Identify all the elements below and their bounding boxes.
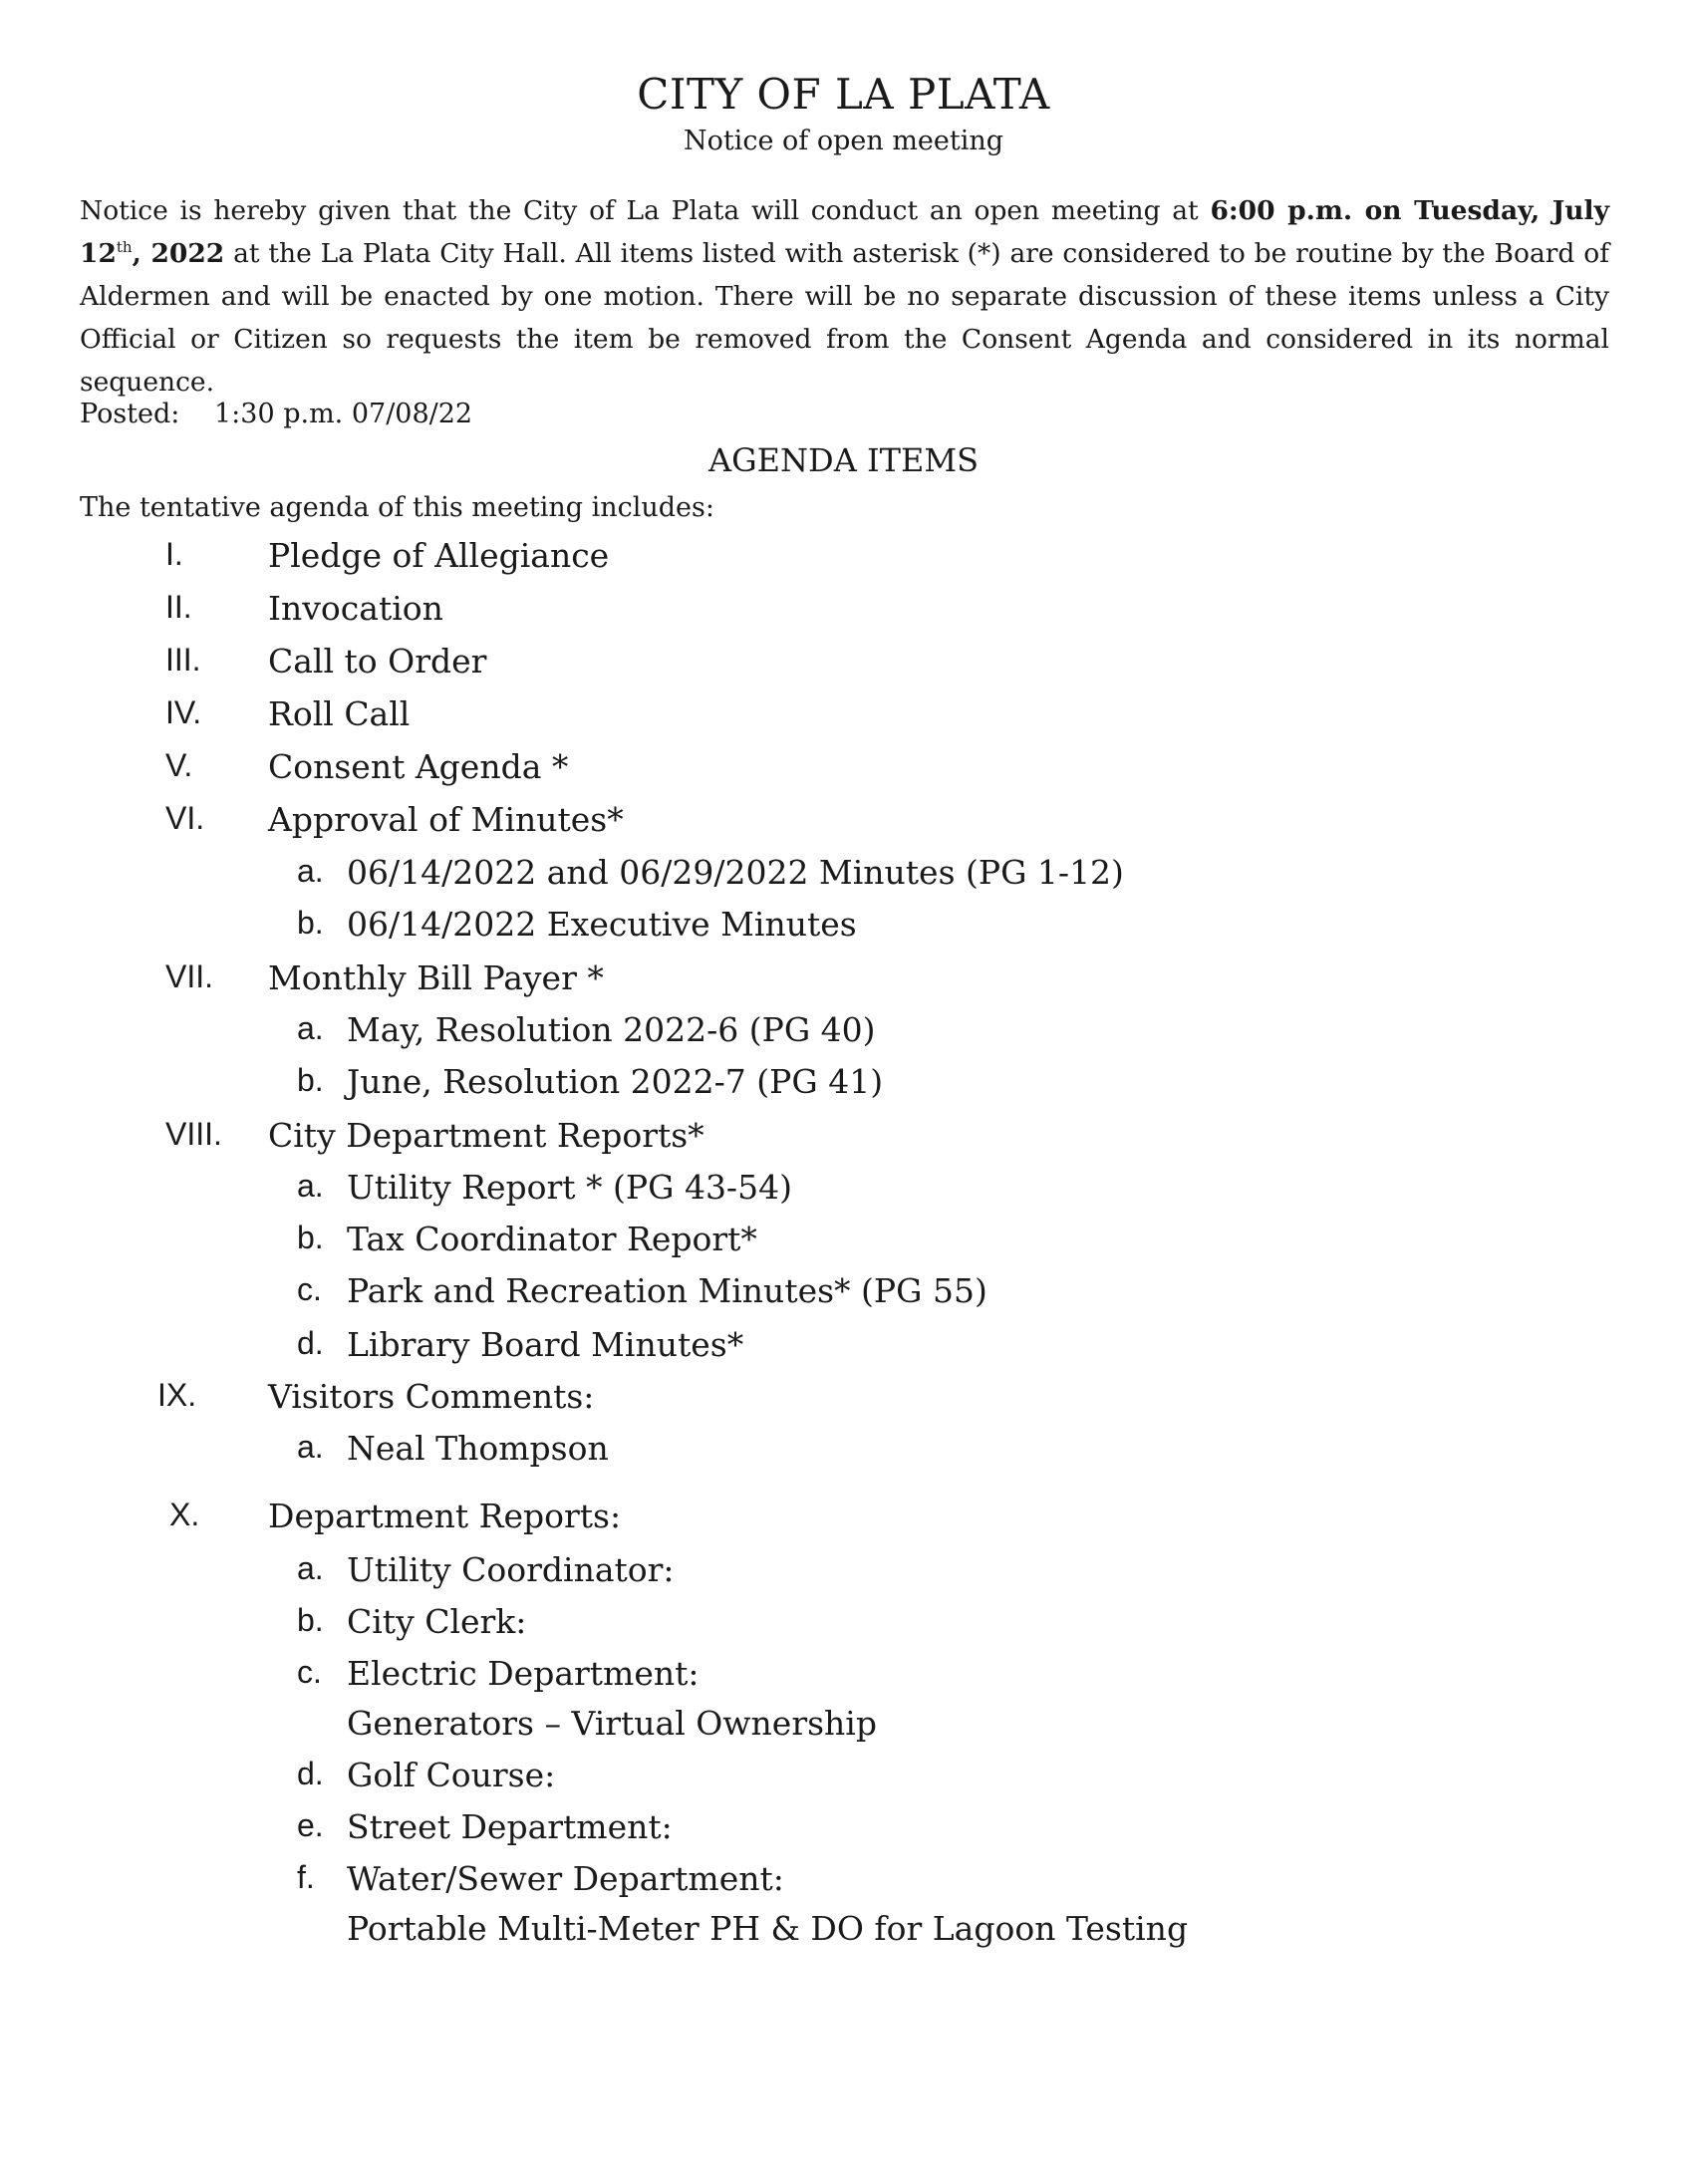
item-letter: a. bbox=[297, 1429, 324, 1465]
item-letter: a. bbox=[297, 1010, 324, 1046]
item-letter: a. bbox=[297, 853, 324, 889]
item-text: Park and Recreation Minutes* (PG 55) bbox=[347, 1271, 987, 1310]
item-text: Generators – Virtual Ownership bbox=[347, 1704, 877, 1743]
notice-text-start: Notice is hereby given that the City of La Plata will conduct an open meeting at bbox=[80, 195, 1211, 226]
item-numeral: VIII. bbox=[165, 1116, 222, 1152]
item-letter: a. bbox=[297, 1550, 324, 1586]
item-text: Roll Call bbox=[268, 694, 411, 733]
item-numeral: III. bbox=[165, 642, 201, 678]
item-letter: b. bbox=[297, 1602, 324, 1638]
document-subtitle: Notice of open meeting bbox=[683, 126, 1004, 156]
item-letter: b. bbox=[297, 1062, 324, 1098]
item-text: Water/Sewer Department: bbox=[347, 1859, 784, 1898]
document-title: CITY OF LA PLATA bbox=[637, 70, 1050, 119]
item-text: 06/14/2022 and 06/29/2022 Minutes (PG 1-12) bbox=[347, 853, 1124, 892]
item-numeral: X. bbox=[169, 1497, 200, 1532]
item-text: Portable Multi-Meter PH & DO for Lagoon Testing bbox=[347, 1909, 1189, 1948]
item-letter: f. bbox=[297, 1859, 315, 1895]
notice-paragraph bbox=[80, 189, 1609, 404]
date-ordinal: th bbox=[116, 238, 133, 257]
item-numeral: I. bbox=[165, 536, 183, 572]
item-text: Call to Order bbox=[268, 642, 487, 681]
item-letter: e. bbox=[297, 1807, 324, 1843]
item-text: Pledge of Allegiance bbox=[268, 536, 610, 575]
item-text: Visitors Comments: bbox=[268, 1377, 595, 1416]
agenda-intro: The tentative agenda of this meeting includes: bbox=[80, 492, 714, 523]
item-numeral: VII. bbox=[165, 958, 214, 994]
item-text: Tax Coordinator Report* bbox=[347, 1220, 757, 1258]
item-text: Street Department: bbox=[347, 1807, 673, 1846]
item-letter: c. bbox=[297, 1271, 322, 1307]
item-text: Consent Agenda * bbox=[268, 747, 569, 786]
item-text: Electric Department: bbox=[347, 1654, 700, 1693]
item-text: City Clerk: bbox=[347, 1602, 527, 1641]
item-text: Invocation bbox=[268, 589, 443, 628]
item-numeral: VI. bbox=[165, 800, 205, 836]
item-numeral: V. bbox=[165, 747, 193, 783]
item-numeral: IX. bbox=[157, 1377, 197, 1413]
item-text: City Department Reports* bbox=[268, 1116, 704, 1155]
item-text: June, Resolution 2022-7 (PG 41) bbox=[347, 1062, 884, 1101]
item-text: Monthly Bill Payer * bbox=[268, 958, 604, 997]
item-numeral: II. bbox=[165, 589, 192, 625]
notice-text-end: at the La Plata City Hall. All items listed with asterisk (*) are considered to be routine by the Board of Aldermen and will be enacted by one motion. There will be no separate discussion of these items unless a City Official or Citizen so requests the item be removed from the Consent Agenda and considered in its normal sequence. bbox=[80, 238, 1609, 398]
item-text: Utility Coordinator: bbox=[347, 1550, 675, 1589]
posted-value: 1:30 p.m. 07/08/22 bbox=[214, 399, 473, 429]
meeting-year: , 2022 bbox=[132, 238, 225, 269]
item-text: Neal Thompson bbox=[347, 1429, 609, 1468]
item-letter: a. bbox=[297, 1168, 324, 1204]
posted-label: Posted: bbox=[80, 399, 180, 429]
item-letter: d. bbox=[297, 1325, 324, 1361]
item-letter: b. bbox=[297, 1220, 324, 1255]
item-numeral: IV. bbox=[165, 694, 202, 730]
item-text: Approval of Minutes* bbox=[268, 800, 624, 839]
item-text: Utility Report * (PG 43-54) bbox=[347, 1168, 792, 1207]
item-text: 06/14/2022 Executive Minutes bbox=[347, 905, 857, 944]
item-text: Golf Course: bbox=[347, 1756, 556, 1794]
item-text: Department Reports: bbox=[268, 1497, 622, 1535]
agenda-heading: AGENDA ITEMS bbox=[708, 441, 979, 479]
item-letter: b. bbox=[297, 905, 324, 941]
item-letter: c. bbox=[297, 1654, 322, 1690]
item-text: Library Board Minutes* bbox=[347, 1325, 744, 1364]
item-text: May, Resolution 2022-6 (PG 40) bbox=[347, 1010, 876, 1049]
item-letter: d. bbox=[297, 1756, 324, 1791]
posted-line bbox=[80, 399, 472, 429]
meeting-time: 6:00 p.m. on Tuesday, July 12 bbox=[80, 195, 1609, 269]
